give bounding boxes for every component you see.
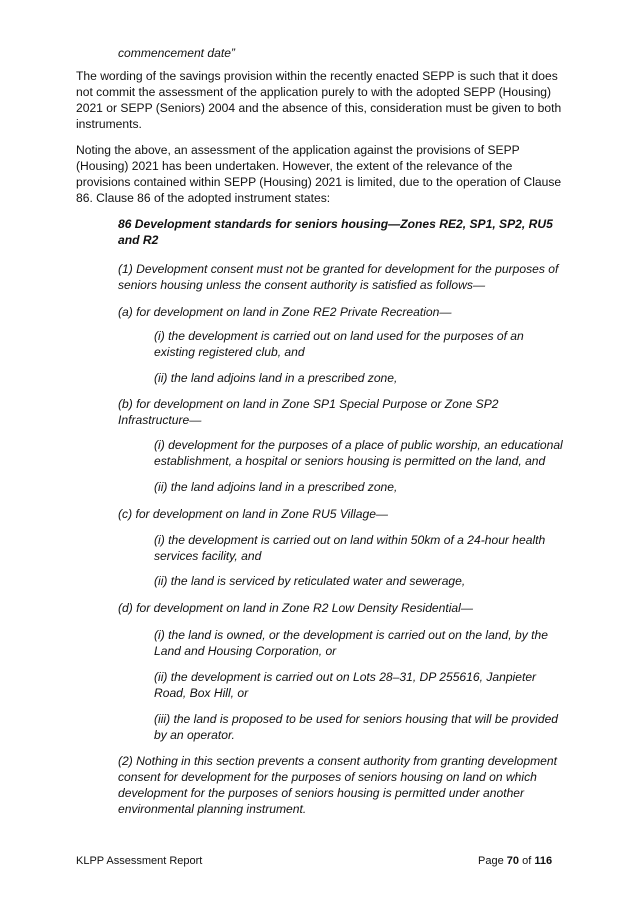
paragraph-assessment-note: Noting the above, an assessment of the application against the provisions of SEPP (Housing) 2021 has been undertaken. However, the extent of the relevance of the provisions contained within SEPP (Housing) 2021 is limited, due to the operation of Clause 86. Clause 86 of the adopted instrument states: (76, 143, 562, 205)
clause-subsection-1: (1) Development consent must not be granted for development for the purposes of seniors housing unless the consent authority is satisfied as follows— (118, 262, 559, 292)
clause-item-a-ii: (ii) the land adjoins land in a prescribed zone, (154, 371, 398, 385)
footer-of-word: of (522, 855, 532, 867)
footer-page-total: 116 (534, 855, 553, 867)
clause-item-b: (b) for development on land in Zone SP1 Special Purpose or Zone SP2 Infrastructure— (118, 397, 499, 427)
clause-item-c: (c) for development on land in Zone RU5 Village— (118, 507, 389, 521)
clause-item-d-ii: (ii) the development is carried out on Lots 28–31, DP 255616, Janpieter Road, Box Hill, or (154, 670, 537, 700)
clause-item-d-i: (i) the land is owned, or the development is carried out on the land, by the Land and Housing Corporation, or (154, 628, 548, 658)
footer-page-word: Page (478, 855, 504, 867)
clause-subsection-2: (2) Nothing in this section prevents a consent authority from granting development consent for development for the purposes of seniors housing on land on which development for the purposes of seniors housing is permitted under another environmental planning instrument. (118, 754, 557, 816)
footer-report-title: KLPP Assessment Report (76, 855, 203, 867)
clause-item-d-iii: (iii) the land is proposed to be used for seniors housing that will be provided by an operator. (154, 712, 559, 742)
footer-page-indicator (478, 854, 552, 868)
clause-item-b-i: (i) development for the purposes of a place of public worship, an educational establishment, a hospital or seniors housing is permitted on the land, and (154, 438, 563, 468)
clause-item-a-i: (i) the development is carried out on land used for the purposes of an existing registered club, and (154, 329, 524, 359)
clause-item-c-ii: (ii) the land is serviced by reticulated water and sewerage, (154, 574, 466, 588)
paragraph-savings-provision: The wording of the savings provision within the recently enacted SEPP is such that it does not commit the assessment of the application purely to with the adopted SEPP (Housing) 2021 or SEPP (Seniors) 2004 and the absence of this, consideration must be given to both instruments. (76, 69, 562, 131)
clause-item-a: (a) for development on land in Zone RE2 Private Recreation— (118, 305, 452, 319)
clause-item-c-i: (i) the development is carried out on land within 50km of a 24-hour health services facility, and (154, 533, 546, 563)
clause-heading: 86 Development standards for seniors housing—Zones RE2, SP1, SP2, RU5 and R2 (118, 217, 553, 247)
clause-item-b-ii: (ii) the land adjoins land in a prescribed zone, (154, 480, 398, 494)
clause-item-d: (d) for development on land in Zone R2 Low Density Residential— (118, 601, 473, 615)
intro-fragment: commencement date” (118, 46, 235, 60)
footer-page-number: 70 (506, 855, 520, 867)
